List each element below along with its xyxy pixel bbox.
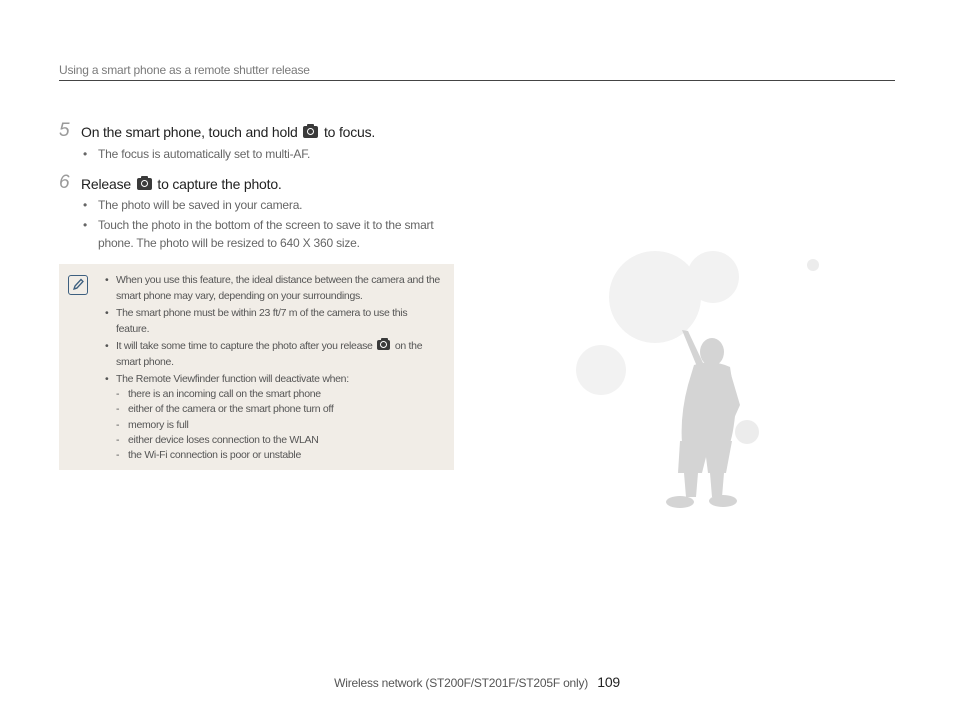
step-number: 5	[59, 120, 70, 141]
note-item	[105, 338, 440, 370]
header-title: Using a smart phone as a remote shutter release	[59, 63, 310, 77]
note-list	[105, 272, 440, 464]
note-box	[59, 264, 454, 470]
step-title-text: to focus.	[323, 124, 376, 140]
step-title-text: Release	[81, 176, 131, 192]
note-item-text: It will take some time to capture the photo after you release	[116, 340, 373, 352]
note-sub-list	[116, 387, 440, 463]
note-item	[105, 371, 440, 463]
note-sub-item: - the Wi-Fi connection is poor or unstable	[116, 448, 440, 463]
note-item: • When you use this feature, the ideal distance between the camera and the smart phone may vary, depending on your surroundings.	[105, 272, 440, 304]
note-sub-item: - either device loses connection to the WLAN	[116, 433, 440, 448]
note-item-text: The Remote Viewfinder function will deactivate when:	[116, 373, 349, 385]
note-item: • The smart phone must be within 23 ft/7 m of the camera to use this feature.	[105, 305, 440, 337]
page-header	[59, 63, 895, 81]
step-title-text: On the smart phone, touch and hold	[81, 124, 298, 140]
bullet-item: • The photo will be saved in your camera.	[81, 196, 461, 214]
step-title-text: to capture the photo.	[157, 176, 282, 192]
step-bullets	[81, 196, 461, 254]
camera-icon	[303, 126, 318, 138]
note-pencil-icon	[68, 275, 88, 295]
note-sub-item: - memory is full	[116, 418, 440, 433]
bullet-item: • Touch the photo in the bottom of the screen to save it to the smart phone. The photo will be resized to 640 X 360 size.	[81, 216, 461, 252]
note-sub-item: - there is an incoming call on the smart phone	[116, 387, 440, 402]
page-footer	[0, 674, 620, 690]
footer-section: Wireless network (ST200F/ST201F/ST205F only)	[334, 676, 589, 690]
step-bullets	[81, 145, 461, 165]
bullet-item: • The focus is automatically set to multi-AF.	[81, 145, 461, 163]
camera-icon	[137, 178, 152, 190]
step-number: 6	[59, 172, 70, 193]
page-number: 109	[597, 674, 620, 690]
note-item-text: on the smart phone.	[116, 340, 423, 368]
step-title	[81, 124, 375, 140]
step-title	[81, 176, 282, 192]
note-sub-item: - either of the camera or the smart phone turn off	[116, 402, 440, 417]
camera-icon	[377, 340, 390, 350]
child-silhouette-illustration	[570, 245, 830, 515]
